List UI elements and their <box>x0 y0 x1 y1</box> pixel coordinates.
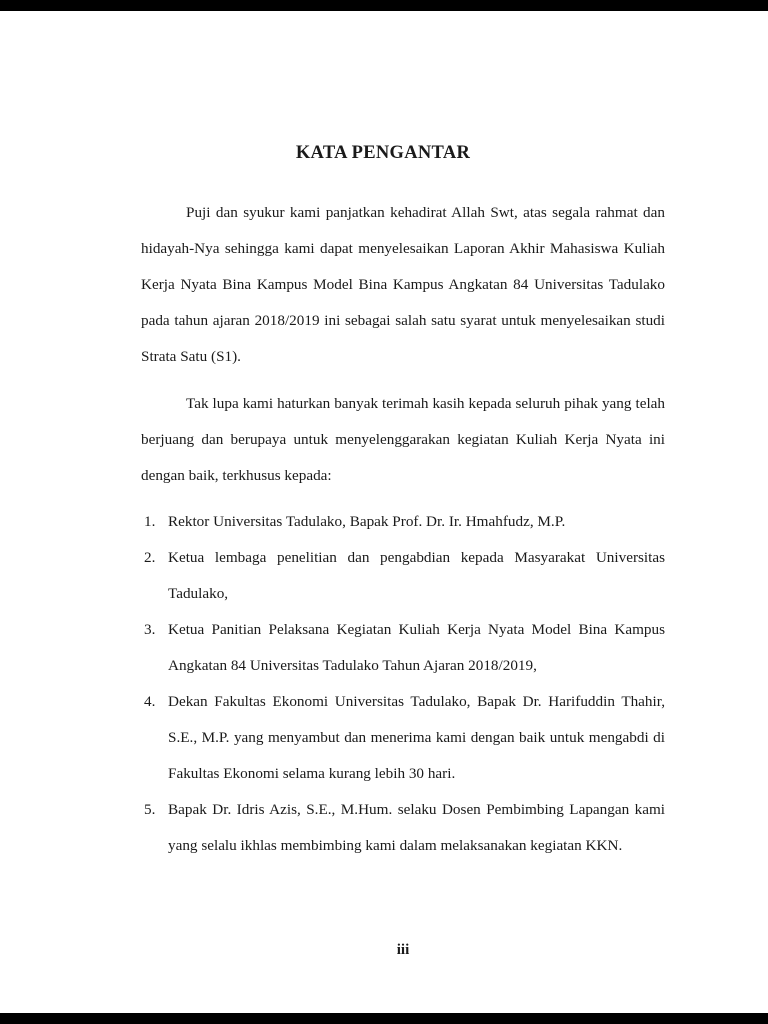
list-item-number: 2. <box>144 549 156 566</box>
text-line: Ketua Panitian Pelaksana Kegiatan Kuliah Kerja Nyata Model Bina Kampus <box>168 621 665 638</box>
text-line: berjuang dan berupaya untuk menyelenggarakan kegiatan Kuliah Kerja Nyata ini <box>141 431 665 448</box>
list-item <box>141 792 665 864</box>
list-item <box>141 684 665 792</box>
text-line: Ketua lembaga penelitian dan pengabdian kepada Masyarakat Universitas <box>168 549 665 566</box>
text-line: hidayah-Nya sehingga kami dapat menyelesaikan Laporan Akhir Mahasiswa Kuliah <box>141 240 665 257</box>
list-item-number: 1. <box>144 513 156 530</box>
text-line: Fakultas Ekonomi selama kurang lebih 30 hari. <box>168 765 456 782</box>
text-line: Bapak Dr. Idris Azis, S.E., M.Hum. selaku Dosen Pembimbing Lapangan kami <box>168 801 665 818</box>
text-line: Strata Satu (S1). <box>141 348 241 365</box>
list-item-number: 3. <box>144 621 156 638</box>
list-item-text <box>168 504 665 540</box>
text-line: Kerja Nyata Bina Kampus Model Bina Kampus Angkatan 84 Universitas Tadulako <box>141 276 665 293</box>
page-title: KATA PENGANTAR <box>295 143 471 163</box>
list-item <box>141 612 665 684</box>
text-line: Rektor Universitas Tadulako, Bapak Prof. Dr. Ir. Hmahfudz, M.P. <box>168 513 566 530</box>
text-line: Tak lupa kami haturkan banyak terimah kasih kepada seluruh pihak yang telah <box>186 395 665 412</box>
list-item <box>141 504 665 540</box>
list-item-number: 5. <box>144 801 156 818</box>
text-line: dengan baik, terkhusus kepada: <box>141 467 332 484</box>
list-item-text <box>168 540 665 612</box>
text-line: S.E., M.P. yang menyambut dan menerima kami dengan baik untuk mengabdi di <box>168 729 665 746</box>
page-number: iii <box>396 942 410 958</box>
text-line: yang selalu ikhlas membimbing kami dalam melaksanakan kegiatan KKN. <box>168 837 623 854</box>
acknowledgement-list <box>141 504 665 864</box>
text-line: Dekan Fakultas Ekonomi Universitas Tadulako, Bapak Dr. Harifuddin Thahir, <box>168 693 665 710</box>
text-line: pada tahun ajaran 2018/2019 ini sebagai salah satu syarat untuk menyelesaikan studi <box>141 312 665 329</box>
list-item-text <box>168 684 665 792</box>
text-line: Tadulako, <box>168 585 229 602</box>
list-item-text <box>168 792 665 864</box>
list-item <box>141 540 665 612</box>
text-line: Angkatan 84 Universitas Tadulako Tahun Ajaran 2018/2019, <box>168 657 537 674</box>
list-item-number: 4. <box>144 693 156 710</box>
letterbox-bottom-bar <box>0 1013 768 1024</box>
text-line: Puji dan syukur kami panjatkan kehadirat Allah Swt, atas segala rahmat dan <box>186 204 665 221</box>
paragraph-thanks <box>141 386 665 494</box>
list-item-text <box>168 612 665 684</box>
document-page <box>141 0 665 864</box>
paragraph-opening <box>141 195 665 375</box>
